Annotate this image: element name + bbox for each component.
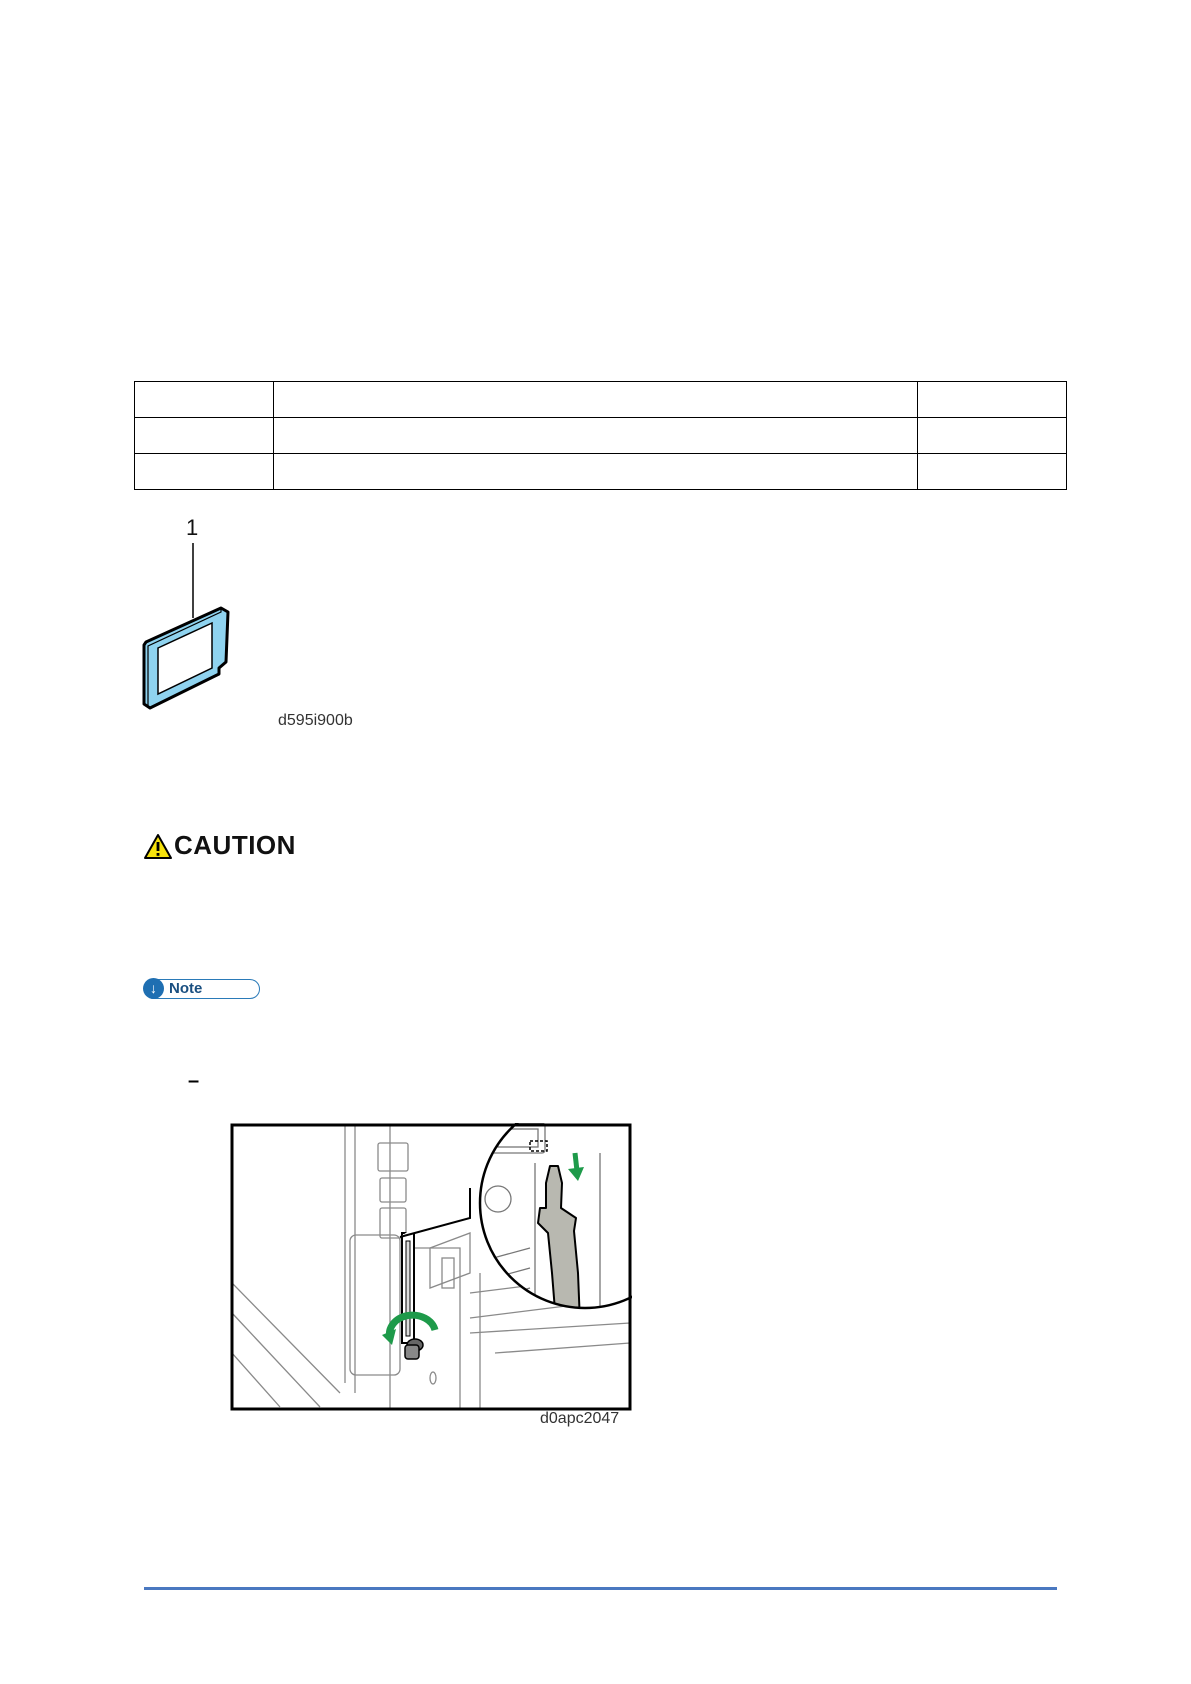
table-cell: [274, 454, 918, 490]
callout-number: 1: [186, 515, 199, 540]
figure-code: d0apc2047: [540, 1410, 620, 1427]
table-cell: [135, 454, 274, 490]
arrow-down-icon: ↓: [143, 978, 164, 999]
warning-triangle-icon: [143, 833, 173, 860]
note-label: Note: [169, 980, 203, 997]
parts-table: [134, 381, 1067, 490]
sd-card-illustration: [140, 540, 240, 715]
table-cell: [135, 418, 274, 454]
controller-slot-illustration: [230, 1123, 632, 1411]
footer-divider: [144, 1587, 1057, 1590]
note-badge: [144, 979, 260, 999]
table-row: [135, 454, 1067, 490]
table-cell: [918, 418, 1067, 454]
table-cell: [918, 382, 1067, 418]
table-cell: [135, 382, 274, 418]
table-cell: [274, 418, 918, 454]
table-cell: [918, 454, 1067, 490]
table-cell: [274, 382, 918, 418]
table-row: [135, 382, 1067, 418]
table-row: [135, 418, 1067, 454]
figure-code: d595i900b: [278, 712, 353, 729]
step-dash: –: [188, 1070, 200, 1092]
caution-label: CAUTION: [174, 830, 296, 860]
